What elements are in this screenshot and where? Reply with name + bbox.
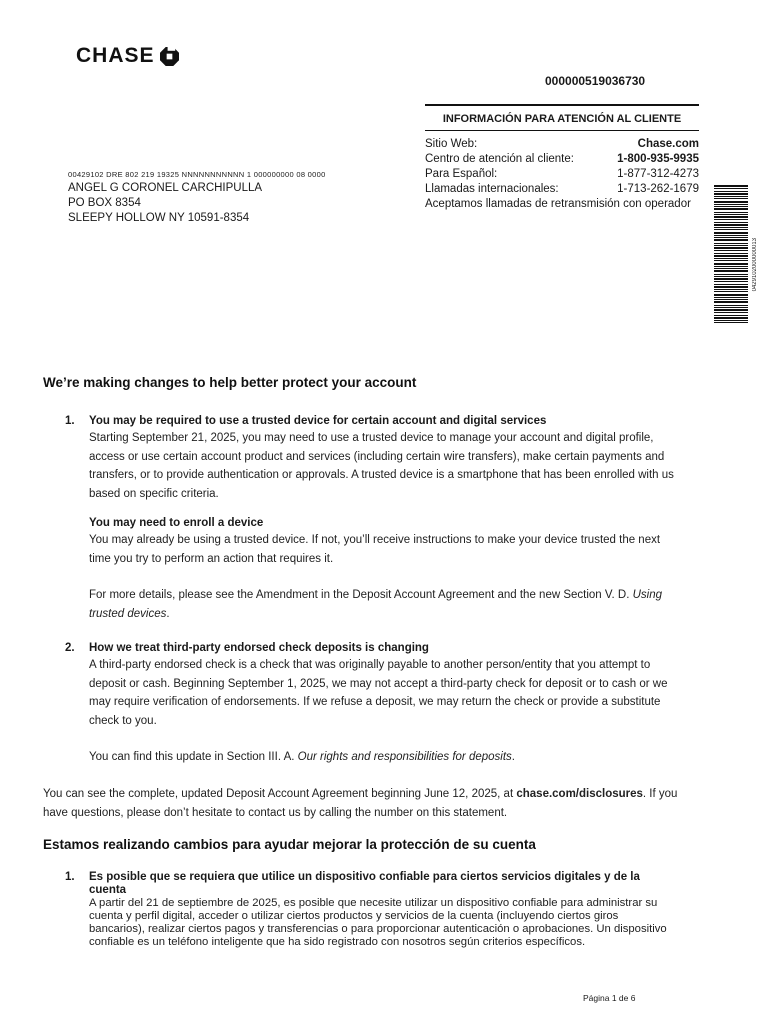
english-heading: We’re making changes to help better protect your account	[43, 375, 417, 390]
details-italic: trusted devices	[89, 607, 167, 620]
details-italic: Using	[632, 589, 663, 601]
customer-service-box	[425, 104, 699, 212]
paragraph-line: Starting September 21, 2025, you may need to use a trusted device to manage your account and digital profile,	[89, 432, 654, 444]
cs-label: Llamadas internacionales:	[425, 183, 559, 195]
closing-paragraph	[43, 785, 693, 822]
details-end: .	[166, 607, 170, 620]
paragraph-line: A partir del 21 de septiembre de 2025, es posible que necesite utilizar un dispositivo confiable para administrar su	[89, 897, 658, 909]
paragraph-line: bancarios), realizar ciertos pagos y transferencias o para proporcionar autenticación o aprobaciones. Un dispositivo	[89, 923, 667, 935]
item-number: 1.	[65, 871, 75, 883]
details-paragraph	[89, 586, 689, 623]
closing-text: . If you	[642, 788, 678, 800]
update-text: You can find this update in Section III. A.	[89, 751, 295, 763]
paragraph-line: transfers, or to provide authentication or approvals. A trusted device is a smartphone that has been enrolled with us	[89, 469, 674, 481]
closing-line-2: have questions, please don’t hesitate to contact us by calling the number on this statement.	[43, 806, 508, 819]
cs-label: Centro de atención al cliente:	[425, 153, 574, 165]
english-item-2	[89, 642, 689, 767]
disclosures-link[interactable]: chase.com/disclosures	[516, 788, 643, 800]
paragraph-line: check to you.	[89, 714, 157, 727]
website-link[interactable]: Chase.com	[637, 138, 699, 150]
cs-label: Sitio Web:	[425, 138, 478, 150]
paragraph-line: You may already be using a trusted device. If not, you’ll receive instructions to make your device trusted the next	[89, 534, 661, 546]
cs-relay-note	[425, 197, 699, 212]
paragraph-line: deposit or cash. Beginning September 1, 2025, we may not accept a third-party check for deposit or to cash or we	[89, 677, 668, 690]
paragraph-line: confiable es un teléfono inteligente que ha sido registrado con nosotros según criterios específicos.	[89, 936, 586, 948]
address-line-1: PO BOX 8354	[68, 197, 141, 209]
postal-barcode	[714, 185, 748, 325]
spanish-heading: Estamos realizando cambios para ayudar mejorar la protección de su cuenta	[43, 837, 536, 852]
closing-text: You can see the complete, updated Deposit Account Agreement beginning June 12, 2025, at	[43, 788, 514, 800]
recipient-name: ANGEL G CORONEL CARCHIPULLA	[68, 182, 263, 194]
english-item-1	[89, 415, 689, 623]
spanish-item-1	[89, 871, 689, 949]
update-paragraph	[89, 748, 689, 767]
mail-barcode-line: 00429102 DRE 802 219 19325 NNNNNNNNNNN 1 000000000 08 0000	[68, 170, 326, 179]
mailing-address	[68, 181, 262, 226]
paragraph-line: based on specific criteria.	[89, 487, 219, 500]
paragraph-line: A third-party endorsed check is a check that was originally payable to another person/entity that you attempt to	[89, 659, 651, 671]
cs-row-service-center	[425, 152, 699, 167]
cs-label: Para Español:	[425, 168, 498, 180]
account-number: 000000519036730	[545, 74, 646, 88]
logo-text: CHASE	[76, 44, 155, 67]
update-italic: Our rights and responsibilities for deposits	[297, 751, 512, 763]
barcode-number: 0429102000000013	[752, 238, 758, 292]
item-title: How we treat third-party endorsed check deposits is changing	[89, 642, 429, 654]
page-number: Página 1 de 6	[583, 993, 636, 1003]
item-title: cuenta	[89, 884, 127, 896]
phone-number: 1-800-935-9935	[617, 153, 699, 165]
phone-number: 1-713-262-1679	[617, 183, 699, 195]
item-title: Es posible que se requiera que utilice un dispositivo confiable para ciertos servicios digitales y de la	[89, 871, 640, 883]
address-line-2: SLEEPY HOLLOW NY 10591-8354	[68, 212, 250, 224]
item-title: You may be required to use a trusted device for certain account and digital services	[89, 415, 547, 427]
chase-logo	[76, 44, 179, 68]
paragraph-line: may require verification of endorsements. If we refuse a deposit, we may return the check or provide a substitute	[89, 696, 661, 708]
paragraph-line: access or use certain account product and services (including certain wire transfers), make certain payments and	[89, 450, 665, 463]
customer-service-title: INFORMACIÓN PARA ATENCIÓN AL CLIENTE	[425, 104, 699, 131]
item-subtitle: You may need to enroll a device	[89, 517, 264, 529]
update-end: .	[511, 751, 515, 763]
chase-octagon-icon	[160, 47, 179, 66]
relay-note-text: Aceptamos llamadas de retransmisión con operador	[425, 198, 691, 210]
cs-row-international	[425, 182, 699, 197]
item-number: 2.	[65, 642, 75, 654]
phone-number: 1-877-312-4273	[617, 168, 699, 180]
details-text: For more details, please see the Amendment in the Deposit Account Agreement and the new Section V. D.	[89, 589, 630, 601]
paragraph-line: cuenta y perfil digital, acceder o utilizar ciertos productos y servicios de la cuenta (incluyendo ciertos giros	[89, 910, 619, 922]
item-number: 1.	[65, 415, 75, 427]
cs-row-spanish	[425, 167, 699, 182]
cs-row-website	[425, 137, 699, 152]
paragraph-line: time you try to perform an action that requires it.	[89, 552, 334, 565]
